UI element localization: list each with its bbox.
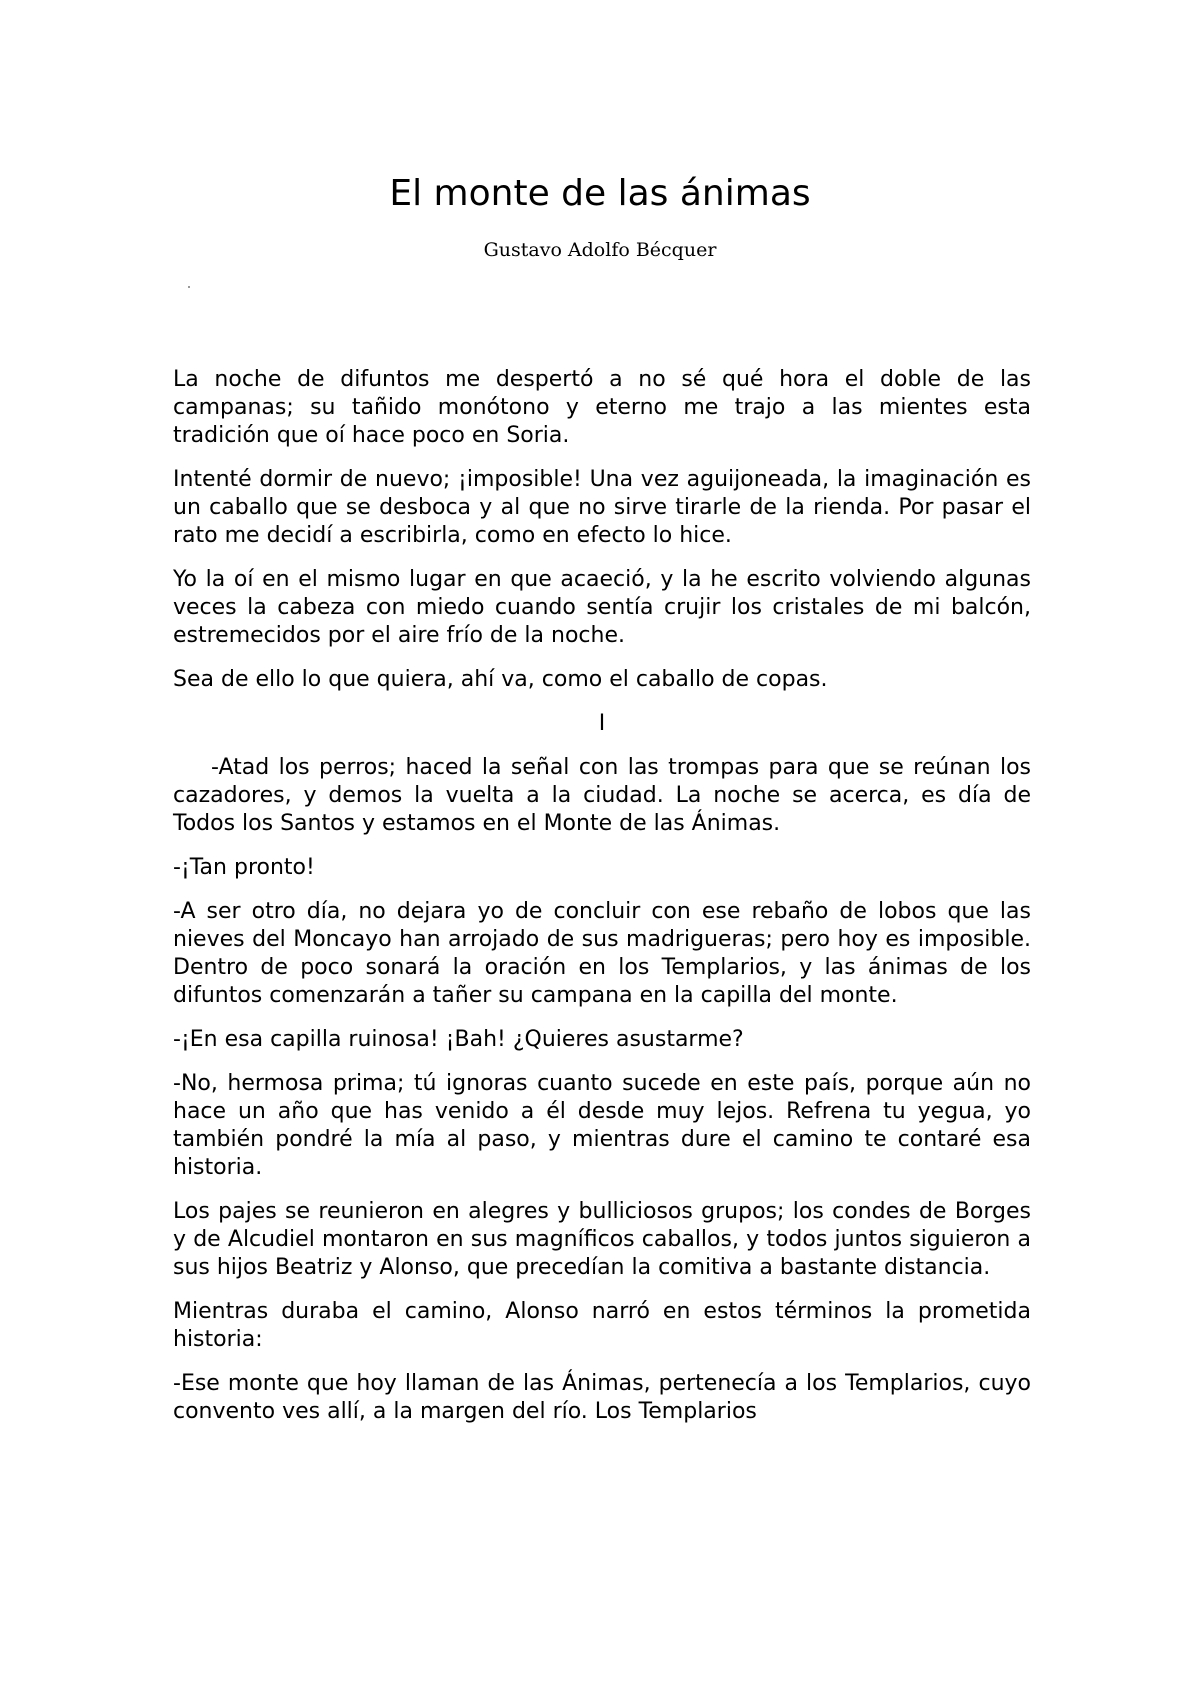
paragraph: Yo la oí en el mismo lugar en que acaeció, y la he escrito volviendo algunas veces la cabeza con miedo cuando sentía crujir los cristales de mi balcón, estremecidos por el aire frío de la noche. — [173, 567, 1031, 648]
paragraph: -A ser otro día, no dejara yo de concluir con ese rebaño de lobos que las nieves del Moncayo han arrojado de sus madrigueras; pero hoy es imposible. Dentro de poco sonará la oración en los Templarios, y las ánimas de los difuntos comenzarán a tañer su campana en la capilla del monte. — [173, 899, 1031, 1008]
paragraph: -¡En esa capilla ruinosa! ¡Bah! ¿Quieres asustarme? — [173, 1027, 744, 1052]
document-title: El monte de las ánimas — [389, 173, 811, 214]
author-name: Gustavo Adolfo Bécquer — [483, 239, 717, 261]
paragraph: -¡Tan pronto! — [173, 855, 315, 880]
paragraph: Intenté dormir de nuevo; ¡imposible! Una vez aguijoneada, la imaginación es un caballo que se desboca y al que no sirve tirarle de la rienda. Por pasar el rato me decidí a escribirla, como en efecto lo hice. — [173, 467, 1031, 548]
document-body — [173, 366, 1031, 1442]
paragraph: La noche de difuntos me despertó a no sé qué hora el doble de las campanas; su tañido monótono y eterno me trajo a las mientes esta tradición que oí hace poco en Soria. — [173, 367, 1031, 448]
paragraph: Los pajes se reunieron en alegres y bulliciosos grupos; los condes de Borges y de Alcudiel montaron en sus magníficos caballos, y todos juntos siguieron a sus hijos Beatriz y Alonso, que precedían la comitiva a bastante distancia. — [173, 1199, 1031, 1280]
paragraph: -Atad los perros; haced la señal con las trompas para que se reúnan los cazadores, y demos la vuelta a la ciudad. La noche se acerca, es día de Todos los Santos y estamos en el Monte de las Ánimas. — [173, 755, 1031, 836]
section-heading: I — [598, 711, 606, 736]
stray-mark — [188, 286, 190, 288]
paragraph: Mientras duraba el camino, Alonso narró en estos términos la prometida historia: — [173, 1299, 1031, 1352]
paragraph: -Ese monte que hoy llaman de las Ánimas, pertenecía a los Templarios, cuyo convento ves allí, a la margen del río. Los Templarios — [173, 1371, 1031, 1424]
paragraph: Sea de ello lo que quiera, ahí va, como el caballo de copas. — [173, 667, 828, 692]
paragraph: -No, hermosa prima; tú ignoras cuanto sucede en este país, porque aún no hace un año que has venido a él desde muy lejos. Refrena tu yegua, yo también pondré la mía al paso, y mientras dure el camino te contaré esa historia. — [173, 1071, 1031, 1180]
